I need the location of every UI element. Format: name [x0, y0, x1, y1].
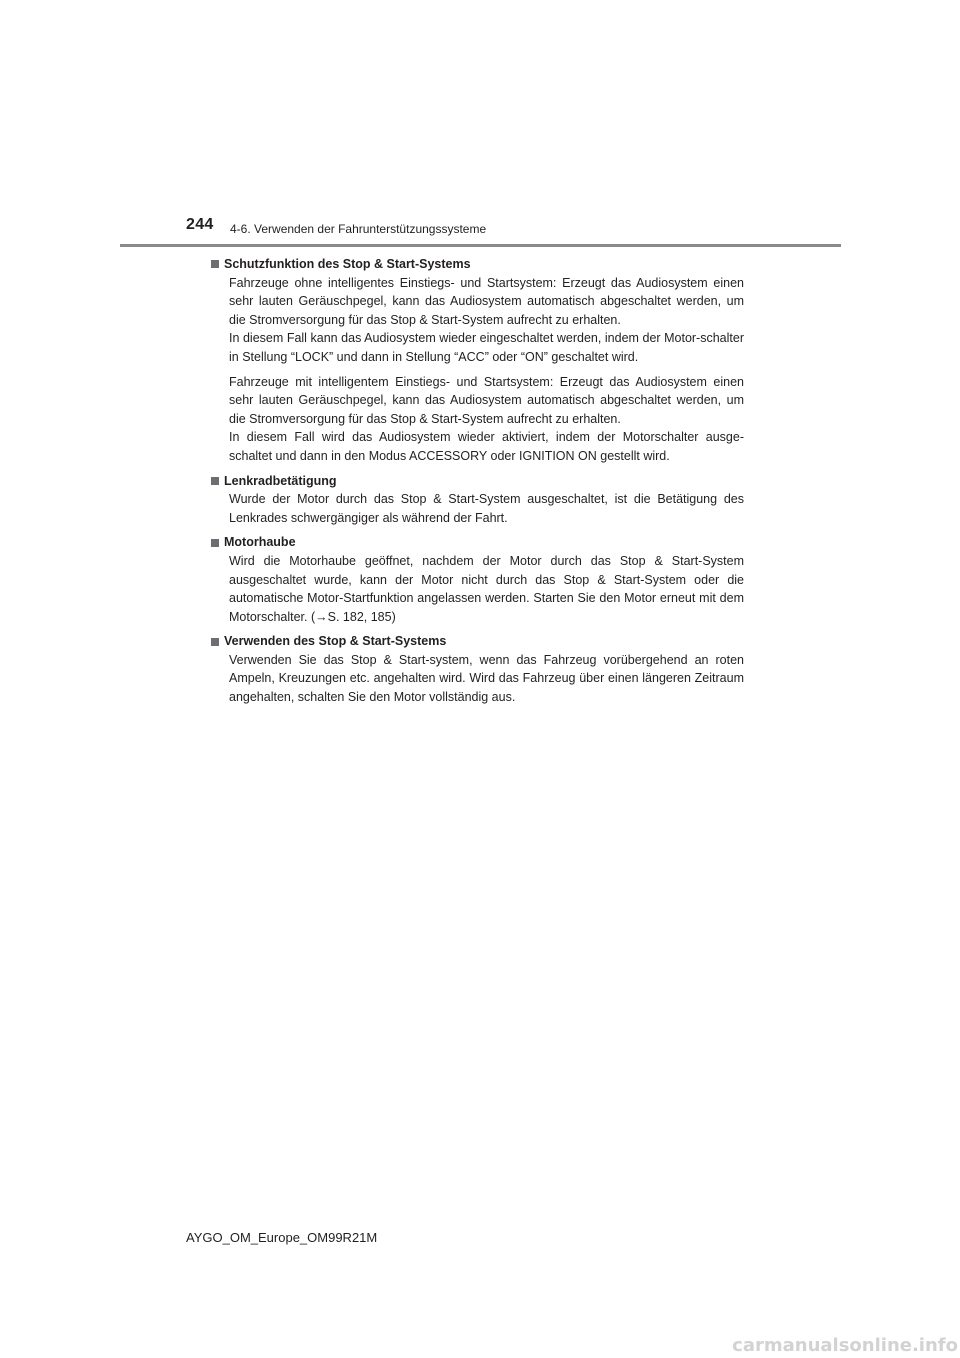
section-heading — [211, 632, 744, 651]
square-bullet-icon — [211, 477, 219, 485]
watermark: carmanualsonline.info — [732, 1335, 958, 1356]
section-using-stop-start — [211, 632, 744, 706]
paragraph: Verwenden Sie das Stop & Start-system, wenn das Fahrzeug vorübergehend an roten Ampeln, Kreuzungen etc. angehalten wird. Wird das Fahrzeug über einen längeren Zeitraum angehalten, schalten Sie den Motor vollständig aus. — [229, 652, 744, 705]
paragraph: Wird die Motorhaube geöffnet, nachdem der Motor durch das Stop & Start-System ausgeschaltet wurde, kann der Motor nicht durch das Stop & Start-System oder die automatische Motor-Startfunktion angelassen werden. Starten Sie den Motor erneut mit dem Motorschalter. (→S. 182, 185) — [229, 553, 744, 624]
paragraph: Fahrzeuge ohne intelligentes Einstiegs- und Startsystem: Erzeugt das Audiosystem einen sehr lauten Geräuschpegel, kann das Audiosystem automatisch abgeschaltet werden, um die Stromversorgung für das Stop & Start-System aufrecht zu erhalten. — [229, 275, 744, 327]
paragraph: Wurde der Motor durch das Stop & Start-System ausgeschaltet, ist die Betätigung des Lenkrades schwergängiger als während der Fahrt. — [229, 492, 744, 525]
paragraph: Fahrzeuge mit intelligentem Einstiegs- und Startsystem: Erzeugt das Audiosystem einen sehr lauten Geräuschpegel, kann das Audiosystem automatisch abgeschaltet werden, um die Stromversorgung für das Stop & Start-System aufrecht zu erhalten. — [229, 374, 744, 426]
section-heading-text: Schutzfunktion des Stop & Start-Systems — [224, 257, 471, 271]
paragraph: In diesem Fall wird das Audiosystem wieder aktiviert, indem der Motorschalter ausge-schaltet und dann in den Modus ACCESSORY oder IGNITION ON gestellt wird. — [229, 430, 744, 463]
section-heading-text: Lenkradbetätigung — [224, 473, 337, 488]
section-title: 4-6. Verwenden der Fahrunterstützungssysteme — [230, 222, 487, 236]
square-bullet-icon — [211, 260, 219, 268]
section-heading-text: Motorhaube — [224, 535, 296, 550]
section-heading — [211, 533, 744, 552]
section-hood — [211, 533, 744, 626]
square-bullet-icon — [211, 638, 219, 646]
section-heading — [211, 255, 744, 274]
page-number: 244 — [186, 216, 214, 233]
square-bullet-icon — [211, 539, 219, 547]
document-id: AYGO_OM_Europe_OM99R21M — [186, 1230, 378, 1245]
header-divider — [120, 244, 841, 247]
section-steering — [211, 472, 744, 528]
section-heading-text: Verwenden des Stop & Start-Systems — [224, 634, 447, 649]
section-stop-start-protection — [211, 255, 744, 466]
paragraph: In diesem Fall kann das Audiosystem wieder eingeschaltet werden, indem der Motor-schalter in Stellung “LOCK” und dann in Stellung “ACC” oder “ON” geschaltet wird. — [229, 331, 744, 364]
page-content — [211, 255, 744, 713]
section-heading — [211, 472, 744, 491]
